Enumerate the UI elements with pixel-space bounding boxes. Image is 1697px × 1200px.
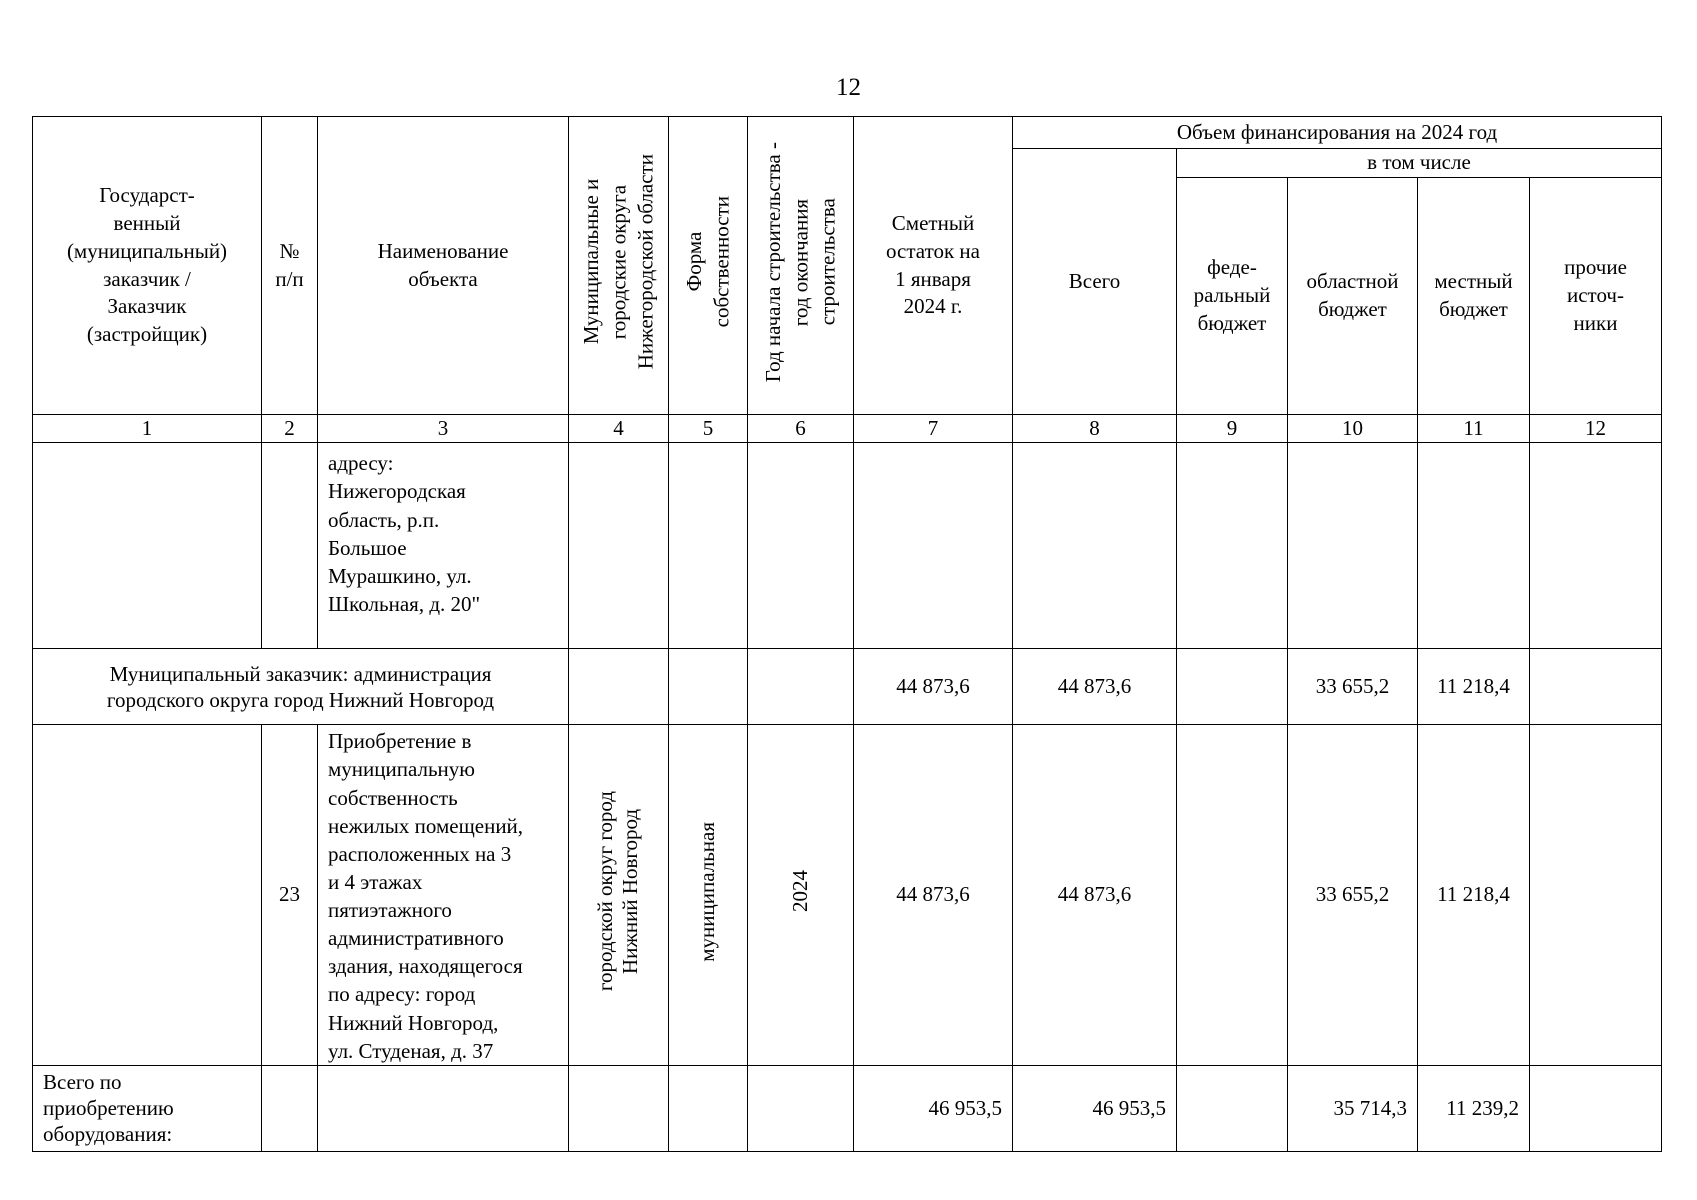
customer-other [1530,649,1662,725]
municipality-cell [569,725,669,1066]
row23-federal [1177,725,1288,1066]
header-other: прочие источ- ники [1530,178,1662,415]
header-financing: Объем финансирования на 2024 год [1013,117,1662,149]
table-row-total [33,1065,1662,1151]
header-object-name: Наименование объекта [318,117,569,415]
total-regional: 35 714,3 [1288,1065,1418,1151]
ownership-text: муниципальная [695,821,720,962]
customer-federal [1177,649,1288,725]
header-municipality [569,117,669,415]
header-local: местный бюджет [1418,178,1530,415]
total-estimate: 46 953,5 [854,1065,1013,1151]
page-number: 12 [836,74,861,101]
years-text: 2024 [787,870,812,913]
column-number: 1 [33,415,262,443]
header-ownership [669,117,748,415]
customer-estimate: 44 873,6 [854,649,1013,725]
customer-label: Муниципальный заказчик: администрация городского округа город Нижний Новгород [33,649,569,725]
column-number: 4 [569,415,669,443]
column-number: 11 [1418,415,1530,443]
column-number: 3 [318,415,569,443]
row23-estimate: 44 873,6 [854,725,1013,1066]
total-local: 11 239,2 [1418,1065,1530,1151]
header-municipality-text: Муниципальные и городские округа Нижегородской области [578,154,658,370]
column-number: 12 [1530,415,1662,443]
header-regional: областной бюджет [1288,178,1418,415]
header-customer: Государст- венный (муниципальный) заказчик / Заказчик (застройщик) [33,117,262,415]
municipality-text: городской округ город Нижний Новгород [593,791,643,992]
table-row-23 [33,725,1662,1066]
column-number: 7 [854,415,1013,443]
object-name: Приобретение в муниципальную собственность нежилых помещений, расположенных на 3 и 4 этажах пятиэтажного административного здания, находящегося по адресу: город Нижний Новгород, ул. Студеная, д. 37 [318,725,569,1066]
column-number: 8 [1013,415,1177,443]
object-name-continuation: адресу: Нижегородская область, р.п. Большое Мурашкино, ул. Школьная, д. 20" [318,443,569,649]
customer-total: 44 873,6 [1013,649,1177,725]
column-number: 6 [748,415,854,443]
row-number: 23 [262,725,318,1066]
header-total: Всего [1013,149,1177,415]
table-row-continuation [33,443,1662,649]
years-cell [748,725,854,1066]
total-other [1530,1065,1662,1151]
header-ownership-text: Форма собственности [681,196,733,328]
column-numbers-row [33,415,1662,443]
header-estimate: Сметный остаток на 1 января 2024 г. [854,117,1013,415]
ownership-cell [669,725,748,1066]
financing-table [32,116,1662,1152]
header-federal: феде- ральный бюджет [1177,178,1288,415]
row23-local: 11 218,4 [1418,725,1530,1066]
row23-regional: 33 655,2 [1288,725,1418,1066]
header-years [748,117,854,415]
customer-local: 11 218,4 [1418,649,1530,725]
column-number: 10 [1288,415,1418,443]
total-federal [1177,1065,1288,1151]
header-years-text: Год начала строительства - год окончания строительства [760,141,840,382]
column-number: 9 [1177,415,1288,443]
row23-total: 44 873,6 [1013,725,1177,1066]
total-label: Всего по приобретению оборудования: [33,1065,262,1151]
column-number: 2 [262,415,318,443]
header-number: № п/п [262,117,318,415]
row23-other [1530,725,1662,1066]
table-row-customer [33,649,1662,725]
customer-regional: 33 655,2 [1288,649,1418,725]
total-total: 46 953,5 [1013,1065,1177,1151]
header-including: в том числе [1177,149,1662,178]
column-number: 5 [669,415,748,443]
